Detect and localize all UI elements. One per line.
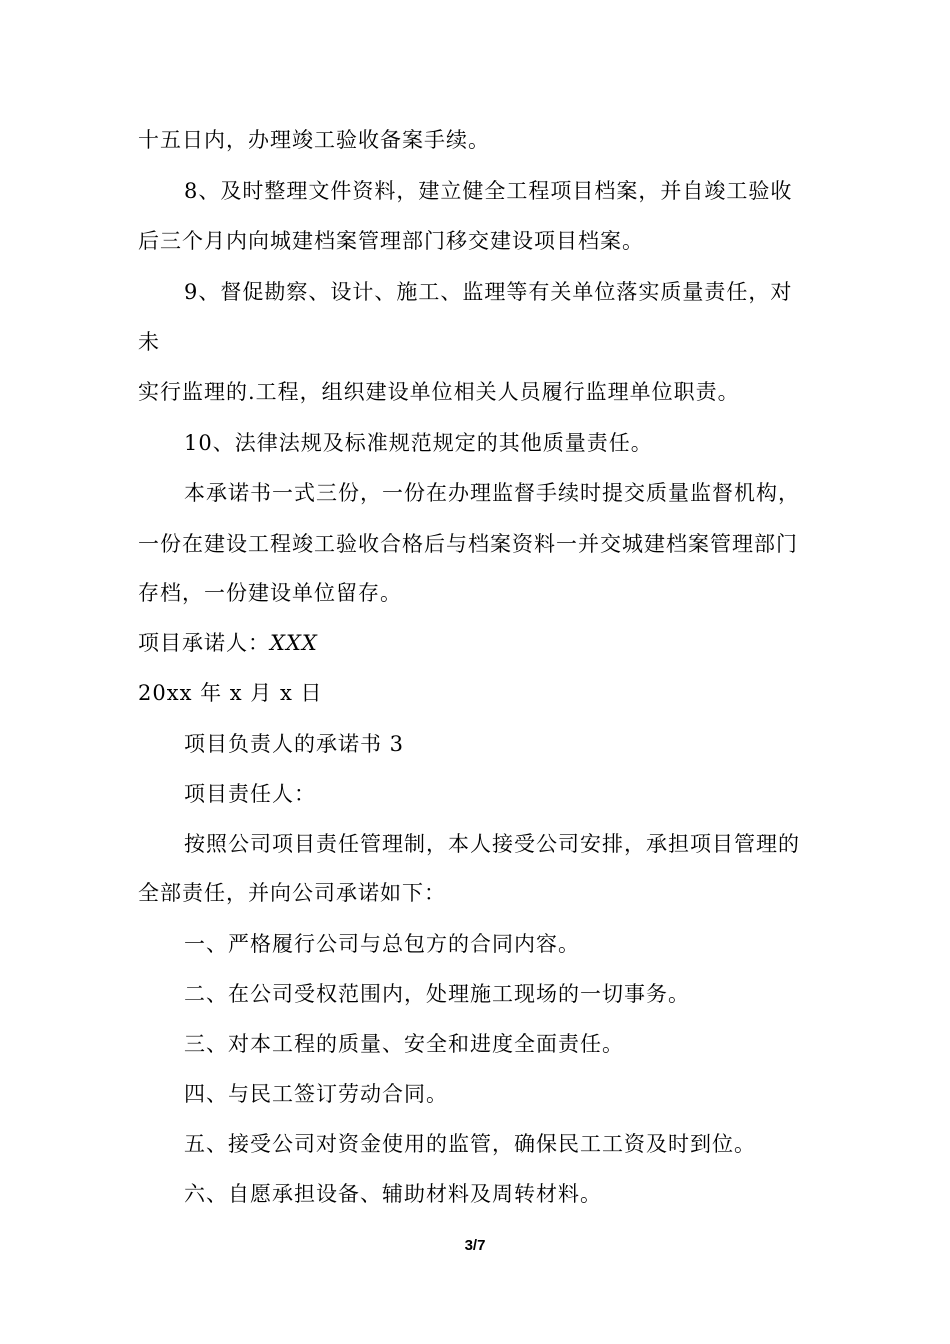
section-title: 项目负责人的承诺书 3 <box>184 732 405 756</box>
list-item: 五、接受公司对资金使用的监管，确保民工工资及时到位。 <box>184 1132 756 1156</box>
page-number: 3/7 <box>464 1237 486 1254</box>
list-item: 一、严格履行公司与总包方的合同内容。 <box>184 932 580 956</box>
text-line: 本承诺书一式三份，一份在办理监督手续时提交质量监督机构， <box>184 481 800 505</box>
promisor-name: XXX <box>270 631 318 655</box>
promisor-label: 项目承诺人： <box>138 631 270 655</box>
text-line: 10、法律法规及标准规范规定的其他质量责任。 <box>184 431 653 455</box>
text-line: 存档，一份建设单位留存。 <box>138 581 402 605</box>
text-line: 未 <box>138 330 160 354</box>
text-line: 后三个月内向城建档案管理部门移交建设项目档案。 <box>138 229 644 253</box>
text-line: 8、及时整理文件资料，建立健全工程项目档案，并自竣工验收 <box>184 179 793 203</box>
text-line: 项目责任人： <box>184 782 316 806</box>
list-item: 六、自愿承担设备、辅助材料及周转材料。 <box>184 1182 602 1206</box>
text-line: 按照公司项目责任管理制，本人接受公司安排，承担项目管理的 <box>184 832 800 856</box>
text-line: 全部责任，并向公司承诺如下： <box>138 881 446 905</box>
list-item: 二、在公司受权范围内，处理施工现场的一切事务。 <box>184 982 690 1006</box>
date-line: 20xx 年 x 月 x 日 <box>138 681 323 705</box>
list-item: 三、对本工程的质量、安全和进度全面责任。 <box>184 1032 624 1056</box>
promisor-line <box>138 630 318 656</box>
text-line: 一份在建设工程竣工验收合格后与档案资料一并交城建档案管理部门 <box>138 532 798 556</box>
text-line: 十五日内，办理竣工验收备案手续。 <box>138 128 490 152</box>
text-line: 9、督促勘察、设计、施工、监理等有关单位落实质量责任，对 <box>184 280 793 304</box>
list-item: 四、与民工签订劳动合同。 <box>184 1082 448 1106</box>
text-line: 实行监理的.工程，组织建设单位相关人员履行监理单位职责。 <box>138 380 740 404</box>
